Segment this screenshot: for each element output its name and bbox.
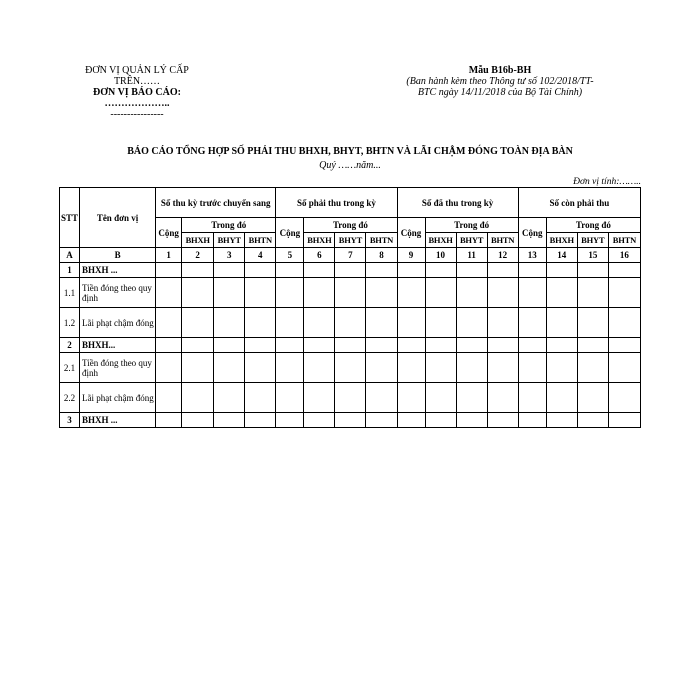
value-cell — [546, 308, 577, 338]
value-cell — [487, 308, 518, 338]
value-cell — [156, 308, 182, 338]
row-name: BHXH... — [80, 338, 156, 353]
value-cell — [577, 353, 608, 383]
value-cell — [425, 338, 456, 353]
cong-header: Cộng — [397, 218, 425, 248]
value-cell — [182, 308, 214, 338]
value-cell — [156, 353, 182, 383]
value-cell — [397, 308, 425, 338]
value-cell — [487, 353, 518, 383]
value-cell — [518, 353, 546, 383]
index-cell: 4 — [245, 248, 276, 263]
value-cell — [518, 308, 546, 338]
value-cell — [397, 263, 425, 278]
value-cell — [156, 263, 182, 278]
value-cell — [425, 263, 456, 278]
value-cell — [397, 383, 425, 413]
value-cell — [156, 278, 182, 308]
value-cell — [546, 413, 577, 428]
value-cell — [456, 338, 487, 353]
index-cell: 15 — [577, 248, 608, 263]
value-cell — [182, 263, 214, 278]
row-name: Tiền đóng theo quy định — [80, 278, 156, 308]
index-cell: 6 — [304, 248, 335, 263]
value-cell — [214, 308, 245, 338]
row-stt: 2.1 — [60, 353, 80, 383]
value-cell — [577, 278, 608, 308]
row-name: BHXH ... — [80, 413, 156, 428]
value-cell — [456, 278, 487, 308]
value-cell — [608, 308, 640, 338]
sub-bhyt: BHYT — [214, 233, 245, 248]
value-cell — [397, 413, 425, 428]
value-cell — [156, 338, 182, 353]
group-remaining: Số còn phải thu — [518, 188, 640, 218]
sub-bhtn: BHTN — [245, 233, 276, 248]
value-cell — [304, 338, 335, 353]
value-cell — [156, 413, 182, 428]
value-cell — [214, 413, 245, 428]
index-cell: 12 — [487, 248, 518, 263]
value-cell — [456, 383, 487, 413]
value-cell — [156, 383, 182, 413]
sub-bhyt: BHYT — [335, 233, 366, 248]
value-cell — [366, 383, 397, 413]
sub-bhyt: BHYT — [577, 233, 608, 248]
value-cell — [214, 338, 245, 353]
value-cell — [487, 383, 518, 413]
index-cell: 16 — [608, 248, 640, 263]
trongdo-header: Trong đó — [425, 218, 518, 233]
sub-bhxh: BHXH — [182, 233, 214, 248]
value-cell — [335, 308, 366, 338]
value-cell — [182, 338, 214, 353]
value-cell — [335, 383, 366, 413]
group-receivable: Số phải thu trong kỳ — [276, 188, 397, 218]
value-cell — [425, 383, 456, 413]
index-cell: 1 — [156, 248, 182, 263]
header-right — [385, 65, 615, 98]
trongdo-header: Trong đó — [546, 218, 640, 233]
value-cell — [366, 413, 397, 428]
table-row — [60, 278, 641, 308]
value-cell — [335, 278, 366, 308]
value-cell — [335, 338, 366, 353]
value-cell — [487, 278, 518, 308]
value-cell — [276, 353, 304, 383]
value-cell — [245, 383, 276, 413]
value-cell — [456, 308, 487, 338]
value-cell — [425, 413, 456, 428]
value-cell — [546, 383, 577, 413]
group-prev-period: Số thu kỳ trước chuyển sang — [156, 188, 276, 218]
value-cell — [456, 413, 487, 428]
report-period: Quý ……năm... — [319, 160, 381, 171]
value-cell — [577, 308, 608, 338]
row-stt: 2.2 — [60, 383, 80, 413]
sub-bhxh: BHXH — [546, 233, 577, 248]
value-cell — [366, 263, 397, 278]
header-left — [62, 65, 212, 120]
value-cell — [366, 278, 397, 308]
value-cell — [518, 383, 546, 413]
value-cell — [182, 383, 214, 413]
value-cell — [214, 353, 245, 383]
cong-header: Cộng — [276, 218, 304, 248]
value-cell — [546, 353, 577, 383]
value-cell — [577, 263, 608, 278]
legal-note-line1: (Ban hành kèm theo Thông tư số 102/2018/TT- — [406, 76, 594, 87]
value-cell — [546, 278, 577, 308]
value-cell — [366, 308, 397, 338]
value-cell — [304, 278, 335, 308]
index-cell: A — [60, 248, 80, 263]
value-cell — [304, 263, 335, 278]
value-cell — [425, 308, 456, 338]
header-divider: ---------------- — [110, 109, 164, 120]
value-cell — [577, 338, 608, 353]
value-cell — [276, 308, 304, 338]
col-name-header: Tên đơn vị — [80, 188, 156, 248]
value-cell — [518, 413, 546, 428]
index-cell: 11 — [456, 248, 487, 263]
value-cell — [608, 413, 640, 428]
value-cell — [397, 353, 425, 383]
value-cell — [397, 278, 425, 308]
value-cell — [518, 338, 546, 353]
header-row-groups — [60, 188, 641, 218]
value-cell — [245, 278, 276, 308]
unit-label: Đơn vị tính:…….. — [573, 177, 641, 187]
row-stt: 1.1 — [60, 278, 80, 308]
value-cell — [245, 413, 276, 428]
index-cell: 5 — [276, 248, 304, 263]
value-cell — [425, 353, 456, 383]
sub-bhxh: BHXH — [304, 233, 335, 248]
reporting-unit-label: ĐƠN VỊ BÁO CÁO: — [93, 87, 181, 98]
value-cell — [276, 383, 304, 413]
trongdo-header: Trong đó — [182, 218, 276, 233]
row-stt: 1 — [60, 263, 80, 278]
value-cell — [214, 278, 245, 308]
value-cell — [304, 353, 335, 383]
row-stt: 1.2 — [60, 308, 80, 338]
value-cell — [276, 263, 304, 278]
value-cell — [608, 383, 640, 413]
value-cell — [304, 413, 335, 428]
value-cell — [245, 263, 276, 278]
value-cell — [546, 263, 577, 278]
value-cell — [304, 383, 335, 413]
parent-unit-label: ĐƠN VỊ QUẢN LÝ CẤP — [85, 65, 189, 76]
row-name: Lãi phạt chậm đóng — [80, 383, 156, 413]
index-cell: 8 — [366, 248, 397, 263]
row-name: Lãi phạt chậm đóng — [80, 308, 156, 338]
row-name: BHXH ... — [80, 263, 156, 278]
cong-header: Cộng — [518, 218, 546, 248]
value-cell — [487, 413, 518, 428]
value-cell — [335, 413, 366, 428]
report-table — [59, 187, 641, 428]
value-cell — [456, 353, 487, 383]
value-cell — [214, 263, 245, 278]
group-collected: Số đã thu trong kỳ — [397, 188, 518, 218]
table-row — [60, 353, 641, 383]
value-cell — [518, 263, 546, 278]
value-cell — [546, 338, 577, 353]
table-row — [60, 383, 641, 413]
value-cell — [182, 413, 214, 428]
table-row — [60, 413, 641, 428]
sub-bhtn: BHTN — [366, 233, 397, 248]
value-cell — [608, 353, 640, 383]
row-stt: 3 — [60, 413, 80, 428]
sub-bhyt: BHYT — [456, 233, 487, 248]
value-cell — [245, 338, 276, 353]
value-cell — [245, 308, 276, 338]
parent-unit-line2: TRÊN…… — [113, 76, 161, 87]
value-cell — [182, 278, 214, 308]
report-title: BÁO CÁO TỔNG HỢP SỐ PHẢI THU BHXH, BHYT, BHTN VÀ LÃI CHẬM ĐÓNG TOÀN ĐỊA BÀN — [127, 146, 573, 157]
value-cell — [182, 353, 214, 383]
index-cell: 13 — [518, 248, 546, 263]
index-cell: 10 — [425, 248, 456, 263]
table-row — [60, 338, 641, 353]
value-cell — [487, 263, 518, 278]
value-cell — [608, 278, 640, 308]
value-cell — [577, 383, 608, 413]
value-cell — [608, 263, 640, 278]
trongdo-header: Trong đó — [304, 218, 397, 233]
value-cell — [366, 353, 397, 383]
value-cell — [276, 413, 304, 428]
form-code: Mẫu B16b-BH — [468, 65, 532, 76]
sub-bhtn: BHTN — [487, 233, 518, 248]
index-cell: 3 — [214, 248, 245, 263]
legal-note-line2: BTC ngày 14/11/2018 của Bộ Tài Chính) — [417, 87, 583, 98]
value-cell — [608, 338, 640, 353]
value-cell — [214, 383, 245, 413]
cong-header: Cộng — [156, 218, 182, 248]
value-cell — [577, 413, 608, 428]
value-cell — [245, 353, 276, 383]
value-cell — [425, 278, 456, 308]
sub-bhtn: BHTN — [608, 233, 640, 248]
index-cell: B — [80, 248, 156, 263]
value-cell — [335, 353, 366, 383]
table-row — [60, 308, 641, 338]
value-cell — [276, 338, 304, 353]
row-name: Tiền đóng theo quy định — [80, 353, 156, 383]
value-cell — [487, 338, 518, 353]
value-cell — [335, 263, 366, 278]
value-cell — [518, 278, 546, 308]
value-cell — [456, 263, 487, 278]
index-cell: 7 — [335, 248, 366, 263]
value-cell — [304, 308, 335, 338]
row-stt: 2 — [60, 338, 80, 353]
value-cell — [397, 338, 425, 353]
index-cell: 2 — [182, 248, 214, 263]
value-cell — [366, 338, 397, 353]
sub-bhxh: BHXH — [425, 233, 456, 248]
value-cell — [276, 278, 304, 308]
index-cell: 9 — [397, 248, 425, 263]
index-cell: 14 — [546, 248, 577, 263]
table-row — [60, 263, 641, 278]
index-row — [60, 248, 641, 263]
reporting-unit-dots: ……………….. — [104, 98, 170, 109]
col-stt-header: STT — [60, 188, 80, 248]
